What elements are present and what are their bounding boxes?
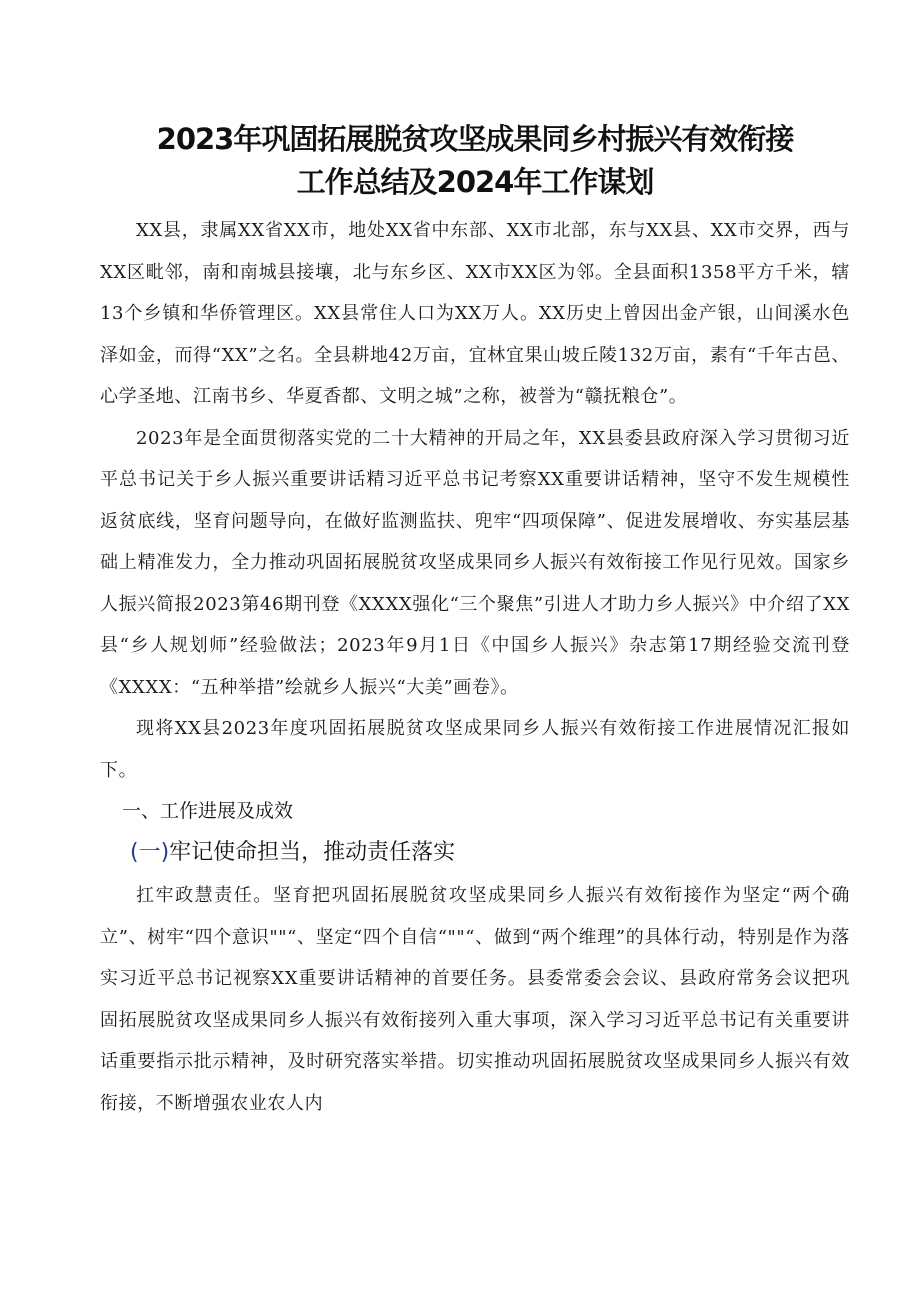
paragraph-political-responsibility: 扛牢政慧责任。坚育把巩固拓展脱贫攻坚成果同乡人振兴有效衔接作为坚定“两个确立”、树牢“四个意识""“、坚定“四个自信“""“、做到“两个维理”的具体行动，特别是作为落实习近平总书记视察XX重要讲话精神的首要任务。县委常委会会议、县政府常务会议把巩固拓展脱贫攻坚成果同乡人振兴有效衔接列入重大事项，深入学习习近平总书记有关重要讲话重要指示批示精神，及时研究落实举措。切实推动巩固拓展脱贫攻坚成果同乡人振兴有效衔接，不断增强农业农人内 xyxy=(100,885,850,1114)
document-body xyxy=(100,210,850,1124)
section-heading: 一、工作进展及成效 xyxy=(122,800,294,822)
title-line-1: 2023年巩固拓展脱贫攻坚成果同乡村振兴有效衔接 xyxy=(156,122,794,156)
paragraph-2023-overview: 2023年是全面贯彻落实党的二十大精神的开局之年，XX县委县政府深入学习贯彻习近平总书记关于乡人振兴重要讲话精习近平总书记考察XX重要讲话精神，坚守不发生规模性返贫底线，坚育问题导向，在做好监测监扶、兜牢“四项保障”、促进发展增收、夯实基层基础上精准发力，全力推动巩固拓展脱贫攻坚成果同乡人振兴有效衔接工作见行见效。国家乡人振兴简报2023第46期刊登《XXXX强化“三个聚焦”引进人才助力乡人振兴》中介绍了XX县“乡人规划师”经验做法；2023年9月1日《中国乡人振兴》杂志第17期经验交流刊登《XXXX：“五种举措”绘就乡人振兴“大美”画卷》。 xyxy=(100,427,850,698)
paragraph-county-overview: XX县，隶属XX省XX市，地处XX省中东部、XX市北部，东与XX县、XX市交界，西与XX区毗邻，南和南城县接壤，北与东乡区、XX市XX区为邻。全县面积1358平方千米，辖13个乡镇和华侨管理区。XX县常住人口为XX万人。XX历史上曾因出金产银，山间溪水色泽如金，而得“XX”之名。全县耕地42万亩，宜林宜果山坡丘陵132万亩，素有“千年古邑、心学圣地、江南书乡、华夏香都、文明之城”之称，被誉为“赣抚粮仓”。 xyxy=(100,220,850,407)
document-title xyxy=(100,118,850,204)
subsection-number: (一) xyxy=(130,840,170,865)
title-line-2: 工作总结及2024年工作谋划 xyxy=(296,165,654,199)
paragraph-report-intro: 现将XX县2023年度巩固拓展脱贫攻坚成果同乡人振兴有效衔接工作进展情况汇报如下。 xyxy=(100,718,850,781)
subsection-title: 牢记使命担当，推动责任落实 xyxy=(169,840,456,865)
subsection-heading xyxy=(100,831,850,875)
